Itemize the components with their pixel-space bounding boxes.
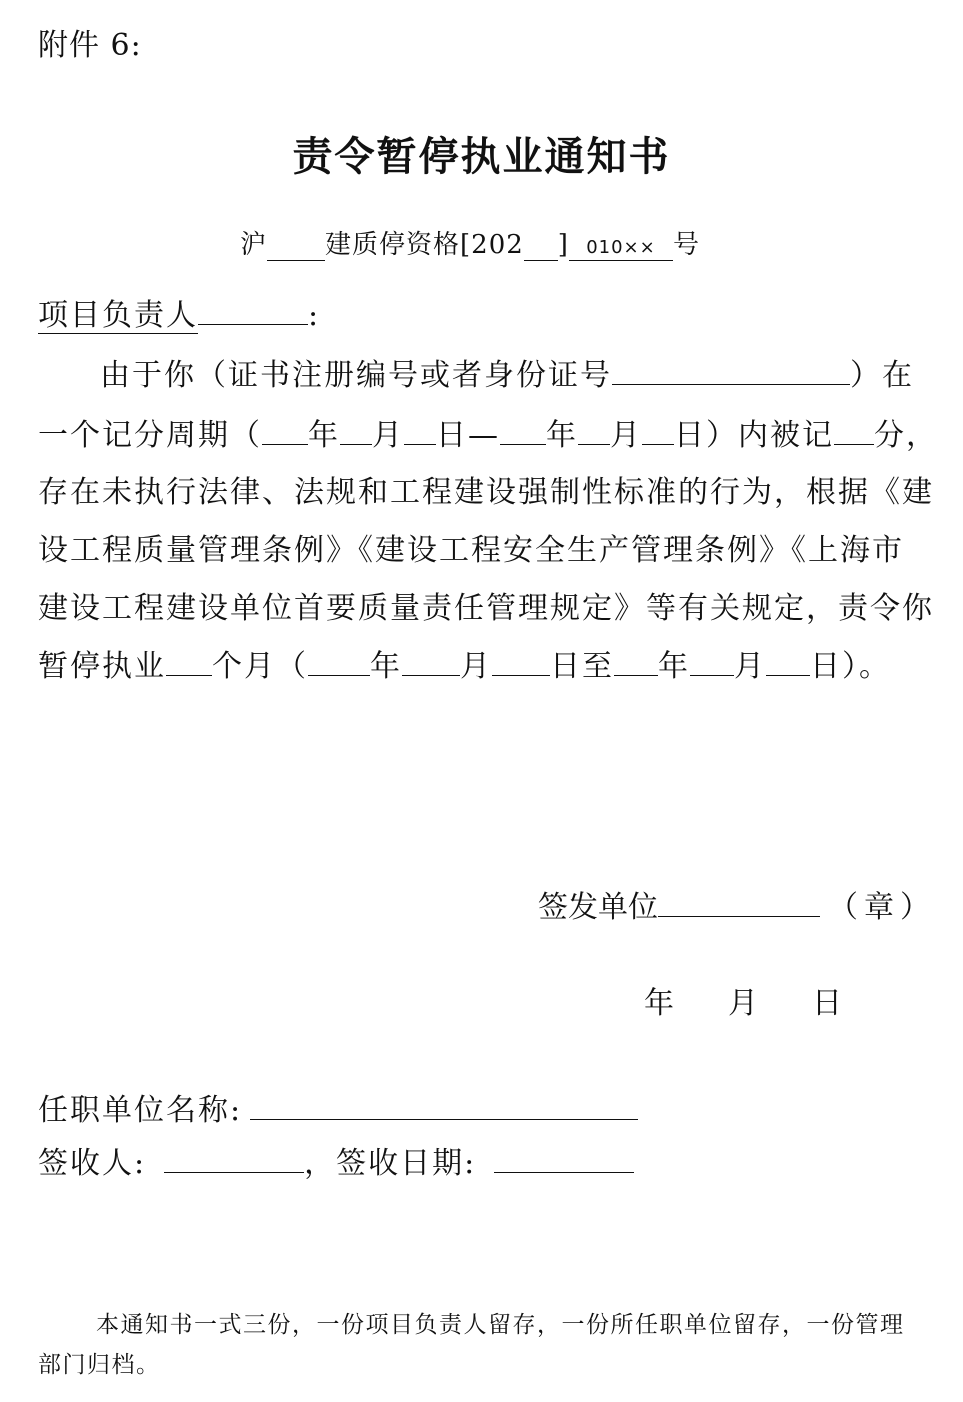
body-text: 日至	[550, 649, 614, 684]
recipient-name-blank[interactable]	[198, 294, 308, 325]
body-text: 日—	[436, 418, 500, 453]
suspension-end-year-blank[interactable]	[614, 645, 658, 676]
receipt-date-blank[interactable]	[494, 1142, 634, 1173]
doc-number-prefix: 沪	[240, 230, 268, 260]
attachment-label: 附件 6:	[38, 28, 142, 63]
suspension-months-blank[interactable]	[166, 645, 212, 676]
doc-serial: 010××	[586, 237, 656, 258]
doc-year-blank[interactable]	[524, 230, 558, 261]
body-text: 分，	[874, 418, 938, 453]
doc-number-middle: 建质停资格[202	[325, 230, 524, 260]
body-text: 个月（	[212, 649, 308, 684]
employer-label: 任职单位名称:	[38, 1093, 243, 1128]
signer-label: 签收人:	[38, 1146, 147, 1181]
body-text: 由于你（证书注册编号或者身份证号	[100, 358, 612, 393]
body-line-3: 存在未执行法律、法规和工程建设强制性标准的行为，根据《建	[38, 475, 934, 510]
receipt-date-label: 签收日期:	[336, 1146, 477, 1181]
recipient-label: 项目负责人	[38, 298, 198, 333]
date-year: 年	[644, 986, 674, 1021]
recipient-line	[38, 290, 320, 334]
body-text: 年	[370, 649, 402, 684]
employer-blank[interactable]	[250, 1089, 638, 1120]
suspension-start-day-blank[interactable]	[492, 645, 550, 676]
issuer-blank[interactable]	[658, 886, 820, 917]
doc-number-suffix: 号	[672, 230, 700, 260]
receipt-line	[38, 1138, 634, 1182]
body-text: 月	[372, 418, 404, 453]
receipt-separator: ，	[304, 1146, 337, 1181]
period-start-day-blank[interactable]	[404, 414, 436, 445]
period-end-day-blank[interactable]	[642, 414, 674, 445]
body-text: 月	[734, 649, 766, 684]
suspension-start-month-blank[interactable]	[402, 645, 460, 676]
employer-line	[38, 1085, 638, 1129]
document-title: 责令暂停执业通知书	[292, 133, 671, 180]
doc-number-blank[interactable]	[267, 230, 325, 261]
body-line-4: 设工程质量管理条例》《建设工程安全生产管理条例》《上海市	[38, 533, 904, 568]
body-text: ）在	[850, 358, 914, 393]
body-text: 年	[658, 649, 690, 684]
signer-blank[interactable]	[164, 1142, 304, 1173]
body-text: 一个记分周期（	[38, 418, 262, 453]
body-text: 年	[546, 418, 578, 453]
body-line-1	[100, 350, 914, 394]
suspension-end-day-blank[interactable]	[766, 645, 810, 676]
suspension-start-year-blank[interactable]	[308, 645, 370, 676]
body-text: 暂停执业	[38, 649, 166, 684]
period-end-month-blank[interactable]	[578, 414, 610, 445]
body-text: 月	[460, 649, 492, 684]
recipient-colon: :	[308, 298, 321, 333]
issuer-label: 签发单位	[538, 890, 658, 925]
period-start-month-blank[interactable]	[340, 414, 372, 445]
body-line-2	[38, 410, 938, 454]
period-end-year-blank[interactable]	[500, 414, 546, 445]
body-text: 月	[610, 418, 642, 453]
points-blank[interactable]	[834, 414, 874, 445]
period-start-year-blank[interactable]	[262, 414, 308, 445]
suspension-end-month-blank[interactable]	[690, 645, 734, 676]
body-text: 日）。	[810, 649, 891, 684]
body-text: 日）内被记	[674, 418, 834, 453]
body-line-6	[38, 641, 891, 685]
body-text: 年	[308, 418, 340, 453]
cert-number-blank[interactable]	[612, 354, 850, 385]
footer-note: 本通知书一式三份，一份项目负责人留存，一份所任职单位留存，一份管理部门归档。	[38, 1312, 905, 1378]
body-line-5: 建设工程建设单位首要质量责任管理规定》等有关规定，责令你	[38, 591, 934, 626]
date-day: 日	[812, 986, 842, 1021]
document-number	[240, 224, 700, 261]
issue-date	[644, 978, 842, 1022]
issuer-line	[538, 882, 936, 926]
date-month: 月	[728, 986, 758, 1021]
seal-label: （章）	[828, 890, 936, 925]
doc-number-bracket: ]	[557, 230, 569, 260]
